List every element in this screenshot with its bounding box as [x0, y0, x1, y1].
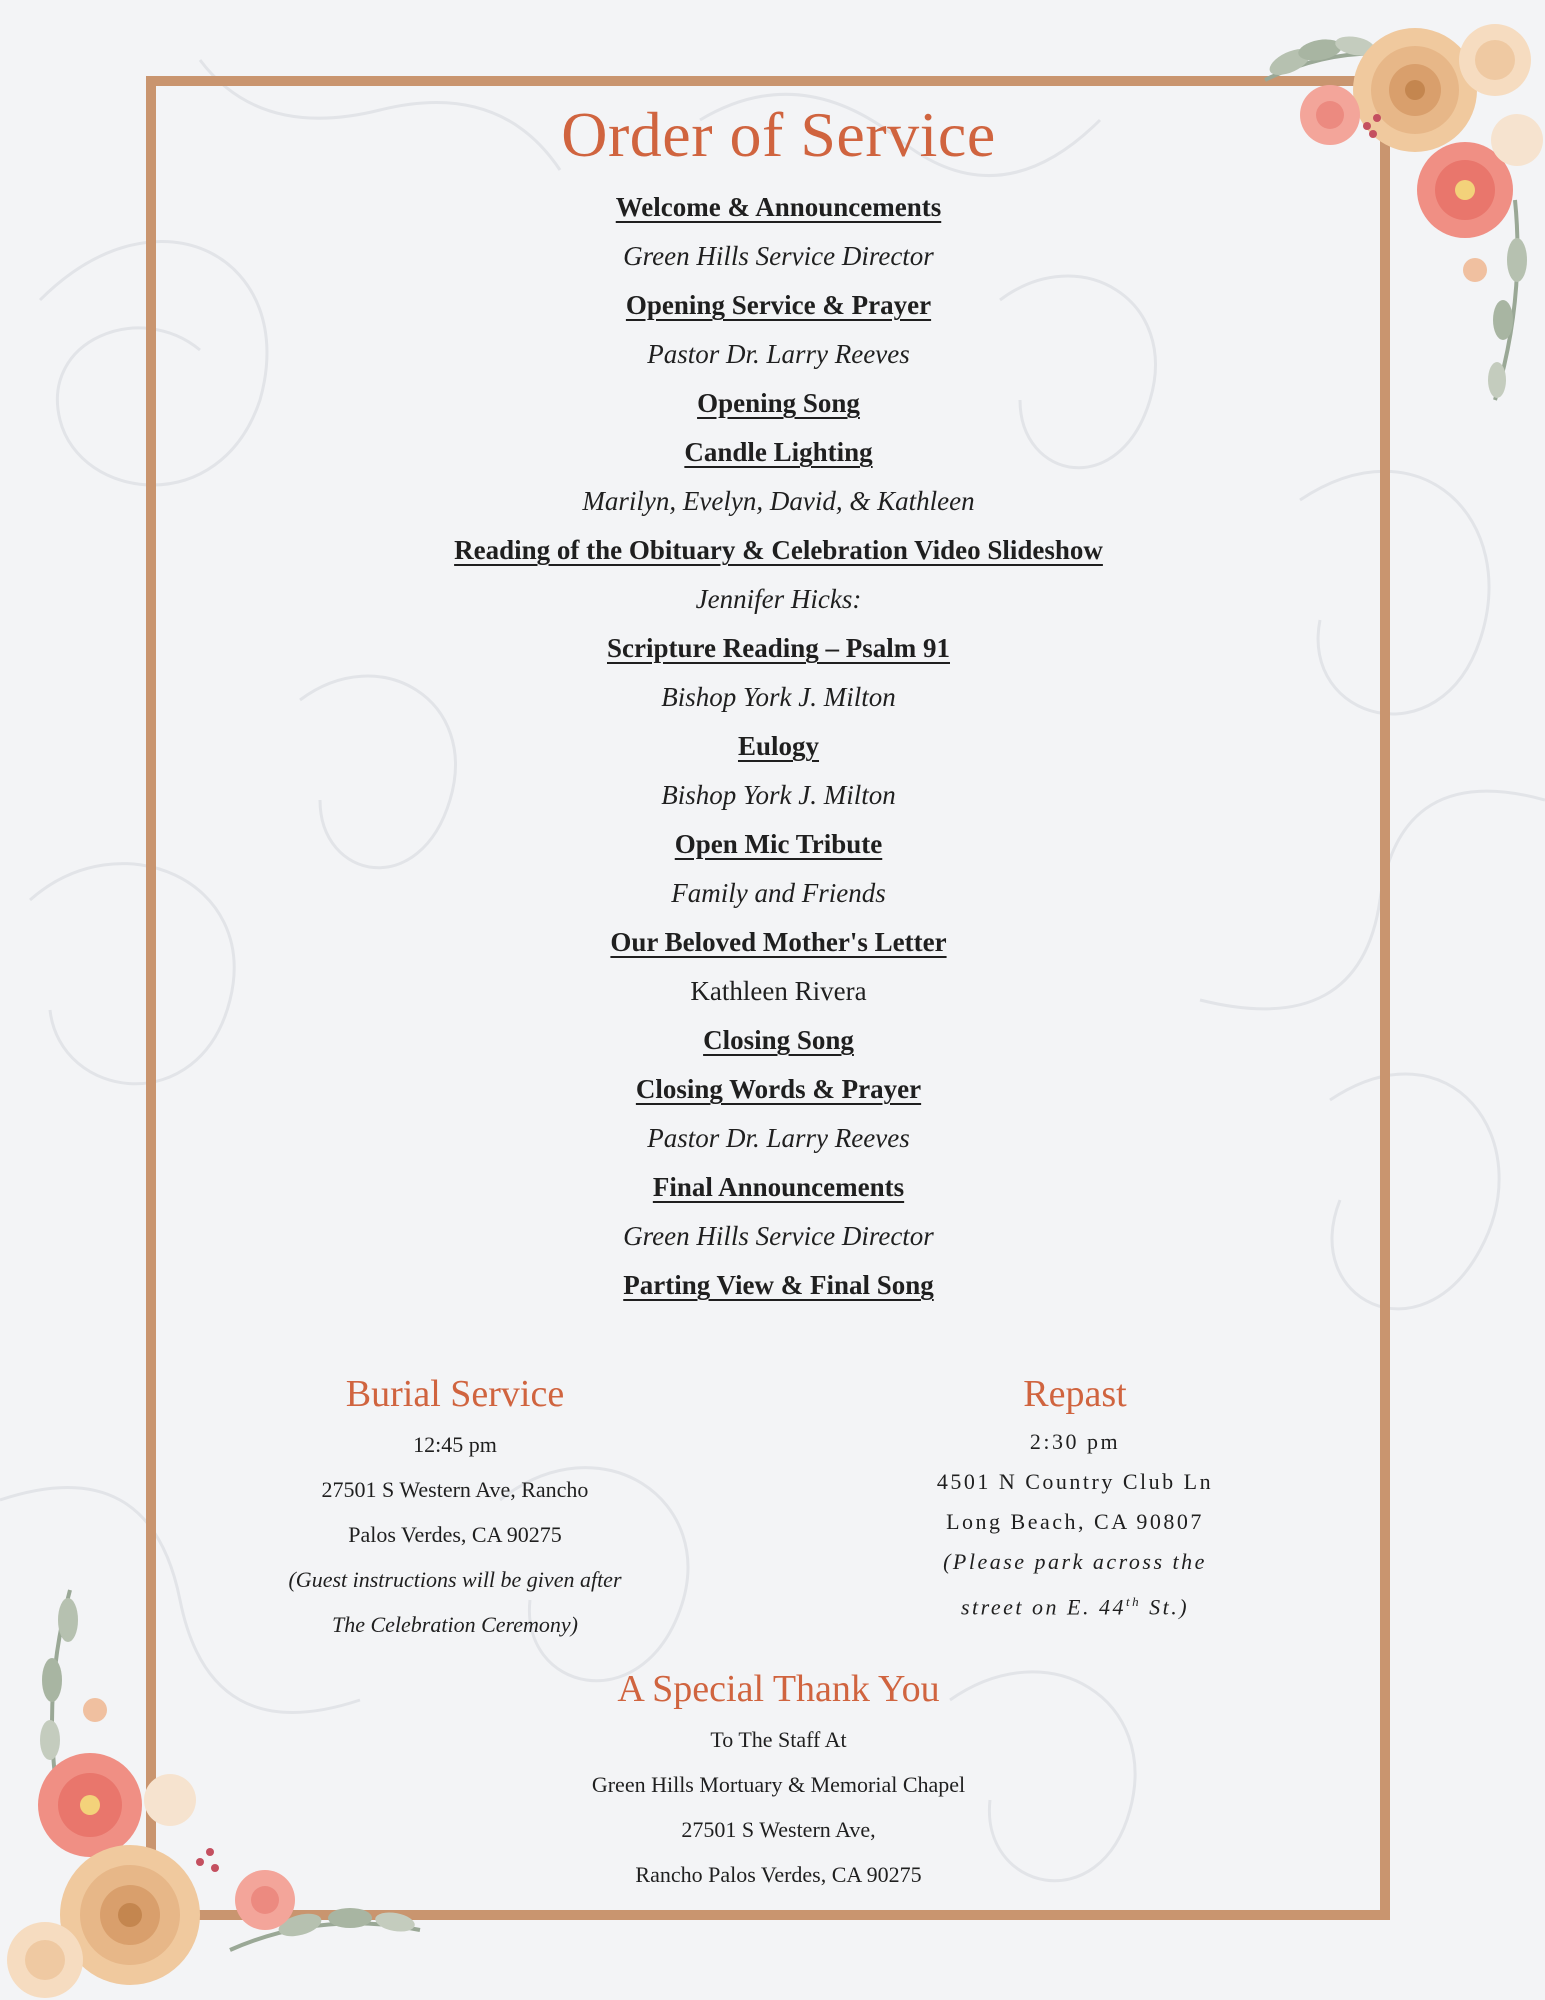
repast-note-line-1: (Please park across the [943, 1549, 1207, 1574]
program-item-participant: Pastor Dr. Larry Reeves [647, 1123, 910, 1153]
repast-note-line-2 [850, 1582, 1300, 1627]
burial-address-line-2: Palos Verdes, CA 90275 [348, 1522, 562, 1547]
burial-address-line-1: 27501 S Western Ave, Rancho [321, 1477, 589, 1502]
program-item-heading: Eulogy [737, 731, 820, 761]
program-item-heading: Open Mic Tribute [674, 829, 883, 859]
repast-address-line-2: Long Beach, CA 90807 [946, 1509, 1204, 1534]
program-item-heading: Scripture Reading – Psalm 91 [607, 633, 950, 663]
program-item-heading: Our Beloved Mother's Letter [610, 927, 947, 957]
repast-address-line-1: 4501 N Country Club Ln [936, 1469, 1214, 1494]
program-item-participant: Marilyn, Evelyn, David, & Kathleen [582, 486, 975, 516]
burial-note-line-1: (Guest instructions will be given after [288, 1567, 622, 1592]
repast-heading: Repast [1023, 1373, 1127, 1415]
program-item-participant: Bishop York J. Milton [661, 682, 896, 712]
program-item-heading: Parting View & Final Song [623, 1270, 934, 1300]
program-item-heading: Candle Lighting [684, 437, 873, 467]
thanks-line-2: Green Hills Mortuary & Memorial Chapel [591, 1772, 966, 1797]
program-item-participant: Family and Friends [671, 878, 886, 908]
thanks-line-1: To The Staff At [710, 1727, 847, 1752]
repast-section [850, 1366, 1300, 1627]
burial-time: 12:45 pm [413, 1432, 497, 1457]
page-title: Order of Service [561, 99, 996, 170]
repast-note-line-2-text: street on E. 44 [960, 1594, 1126, 1620]
program-item-heading: Welcome & Announcements [615, 192, 942, 222]
burial-note-line-2: The Celebration Ceremony) [331, 1612, 579, 1637]
thanks-line-3: 27501 S Western Ave, [681, 1817, 876, 1842]
burial-service-section [230, 1366, 680, 1647]
program-item-participant: Green Hills Service Director [623, 1221, 934, 1251]
program-item-participant: Pastor Dr. Larry Reeves [647, 339, 910, 369]
program-item-heading: Opening Song [697, 388, 860, 418]
order-of-service-list [146, 183, 1411, 1310]
program-item-heading: Closing Song [703, 1025, 854, 1055]
program-item-heading: Closing Words & Prayer [635, 1074, 922, 1104]
program-item-participant: Jennifer Hicks: [695, 584, 862, 614]
program-item-participant: Green Hills Service Director [623, 241, 934, 271]
burial-service-heading: Burial Service [345, 1373, 565, 1415]
repast-time: 2:30 pm [1029, 1429, 1121, 1454]
repast-note-line-2-end: St.) [1141, 1594, 1190, 1620]
program-item-participant: Kathleen Rivera [690, 976, 867, 1006]
program-item-heading: Final Announcements [652, 1172, 905, 1202]
thanks-line-4: Rancho Palos Verdes, CA 90275 [635, 1862, 922, 1887]
program-item-heading: Opening Service & Prayer [625, 290, 932, 320]
program-item-heading: Reading of the Obituary & Celebration Video Slideshow [454, 535, 1103, 565]
repast-note-ordinal-suffix: th [1125, 1594, 1142, 1609]
program-item-participant: Bishop York J. Milton [661, 780, 896, 810]
special-thanks-heading: A Special Thank You [617, 1668, 940, 1710]
special-thanks-section [146, 1661, 1411, 1897]
